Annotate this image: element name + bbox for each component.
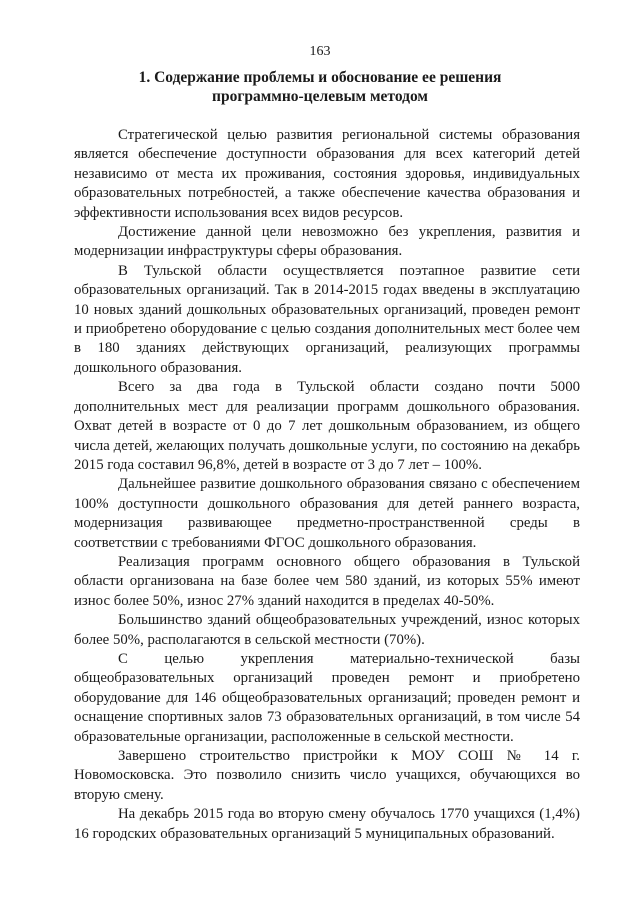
section-heading-line-2: программно-целевым методом xyxy=(212,88,428,105)
paragraph: С целью укрепления материально-технической базы общеобразовательных организаций проведен ремонт и приобретено оборудование для 146 общеобразовательных организаций; проведен ремонт и оснащение спортивных залов 73 образовательных организаций, в том числе 54 образовательные организации, расположенные в сельской местности. xyxy=(74,650,580,745)
paragraph: На декабрь 2015 года во вторую смену обучалось 1770 учащихся (1,4%) 16 городских образовательных организаций 5 муниципальных образований. xyxy=(74,806,580,842)
paragraph: Достижение данной цели невозможно без укрепления, развития и модернизации инфраструктуры сферы образования. xyxy=(74,224,580,260)
paragraph: Завершено строительство пристройки к МОУ СОШ № 14 г. Новомосковска. Это позволило снизить число учащихся, обучающихся во вторую смену. xyxy=(74,748,580,803)
section-heading xyxy=(40,68,600,106)
paragraph: Всего за два года в Тульской области создано почти 5000 дополнительных мест для реализации программ дошкольного образования. Охват детей в возрасте от 0 до 7 лет дошкольным образованием, из общего числа детей, желающих получать дошкольные услуги, по состоянию на декабрь 2015 года составил 96,8%, детей в возрасте от 3 до 7 лет – 100%. xyxy=(74,379,580,473)
paragraph: В Тульской области осуществляется поэтапное развитие сети образовательных организаций. Так в 2014-2015 годах введены в эксплуатацию 10 новых зданий дошкольных образовательных организаций, проведен ремонт и приобретено оборудование с целью создания дополнительных мест более чем в 180 зданиях действующих организаций, реализующих программы дошкольного образования. xyxy=(74,262,580,376)
section-heading-line-1: 1. Содержание проблемы и обоснование ее решения xyxy=(138,69,502,86)
body-text xyxy=(74,126,580,844)
page-number: 163 xyxy=(309,44,331,59)
paragraph: Стратегической целью развития региональной системы образования является обеспечение доступности образования для всех категорий детей независимо от места их проживания, состояния здоровья, индивидуальных образовательных потребностей, а также обеспечение качества образования и эффективности использования всех видов ресурсов. xyxy=(74,127,580,221)
paragraph: Реализация программ основного общего образования в Тульской области организована на базе более чем 580 зданий, из которых 55% имеют износ более 50%, износ 27% зданий находится в пределах 40-50%. xyxy=(74,553,580,609)
paragraph: Дальнейшее развитие дошкольного образования связано с обеспечением 100% доступности дошкольного образования для детей раннего возраста, модернизация развивающее предметно-пространственной среды в соответствии с требованиями ФГОС дошкольного образования. xyxy=(74,476,580,551)
paragraph: Большинство зданий общеобразовательных учреждений, износ которых более 50%, располагаются в сельской местности (70%). xyxy=(74,612,580,648)
